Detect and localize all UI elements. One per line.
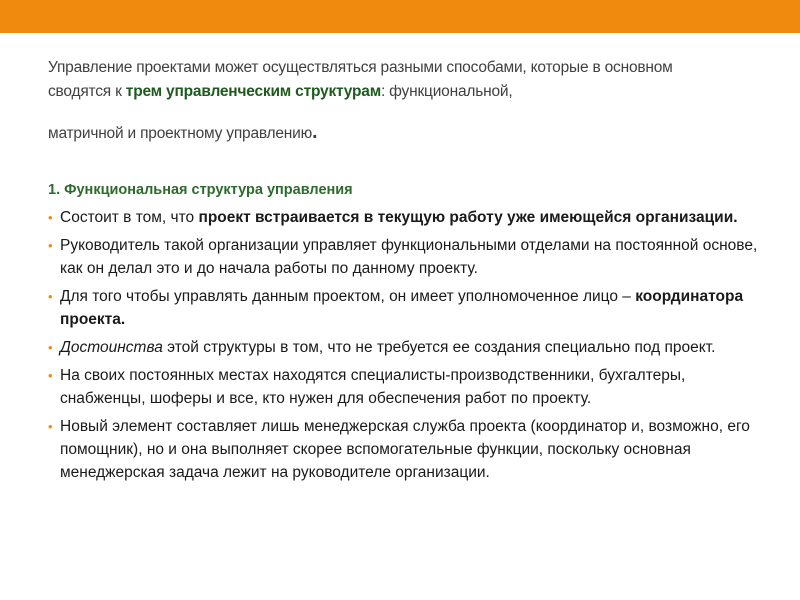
intro-highlight: трем управленческим структурам bbox=[125, 83, 381, 100]
bullet-item-3 bbox=[48, 285, 758, 331]
bullet-text: На своих постоянных местах находятся специалисты-производственники, бухгалтеры, снабженцы, шоферы и все, кто нужен для обеспечения работ по проекту. bbox=[60, 367, 686, 407]
intro-end-mark: . bbox=[312, 121, 318, 143]
bullet-bold-text: координатора проекта. bbox=[60, 288, 744, 328]
bullet-text: Состоит в том, что bbox=[60, 209, 199, 226]
intro-line-3 bbox=[48, 120, 728, 146]
section-heading: 1. Функциональная структура управления bbox=[48, 182, 353, 198]
bullet-item-2 bbox=[48, 234, 758, 280]
bullet-bold-text: проект встраивается в текущую работу уже имеющейся организации. bbox=[198, 209, 738, 226]
intro-text-1: Управление проектами может осуществляться разными способами, которые в основном сводятся к bbox=[48, 59, 673, 100]
bullet-item-4 bbox=[48, 336, 758, 359]
intro-text-2: : функциональной, bbox=[380, 83, 513, 100]
bullet-text: этой структуры в том, что не требуется ее создания специально под проект. bbox=[162, 339, 716, 356]
bullet-item-5 bbox=[48, 364, 758, 410]
intro-text-3: матричной и проектному управлению bbox=[48, 125, 313, 142]
bullet-icon: • bbox=[48, 340, 53, 355]
intro-paragraph bbox=[48, 56, 728, 146]
bullet-text: Руководитель такой организации управляет функциональными отделами на постоянной основе, как он делал это и до начала работы по данному проекту. bbox=[60, 237, 758, 277]
bullet-item-6 bbox=[48, 415, 758, 484]
bullet-text: Новый элемент составляет лишь менеджерская служба проекта (координатор и, возможно, его помощник), но и она выполняет скорее вспомогательные функции, поскольку основная менеджерская задача лежит на руководителе организации. bbox=[60, 418, 750, 481]
bullet-italic-text: Достоинства bbox=[60, 339, 163, 356]
bullet-icon: • bbox=[48, 210, 53, 225]
top-accent-bar bbox=[0, 0, 800, 33]
bullet-icon: • bbox=[48, 368, 53, 383]
bullet-text: Для того чтобы управлять данным проектом, он имеет уполномоченное лицо – bbox=[60, 288, 636, 305]
bullet-list bbox=[48, 206, 758, 489]
bullet-item-1 bbox=[48, 206, 758, 229]
bullet-icon: • bbox=[48, 289, 53, 304]
bullet-icon: • bbox=[48, 419, 53, 434]
bullet-icon: • bbox=[48, 238, 53, 253]
